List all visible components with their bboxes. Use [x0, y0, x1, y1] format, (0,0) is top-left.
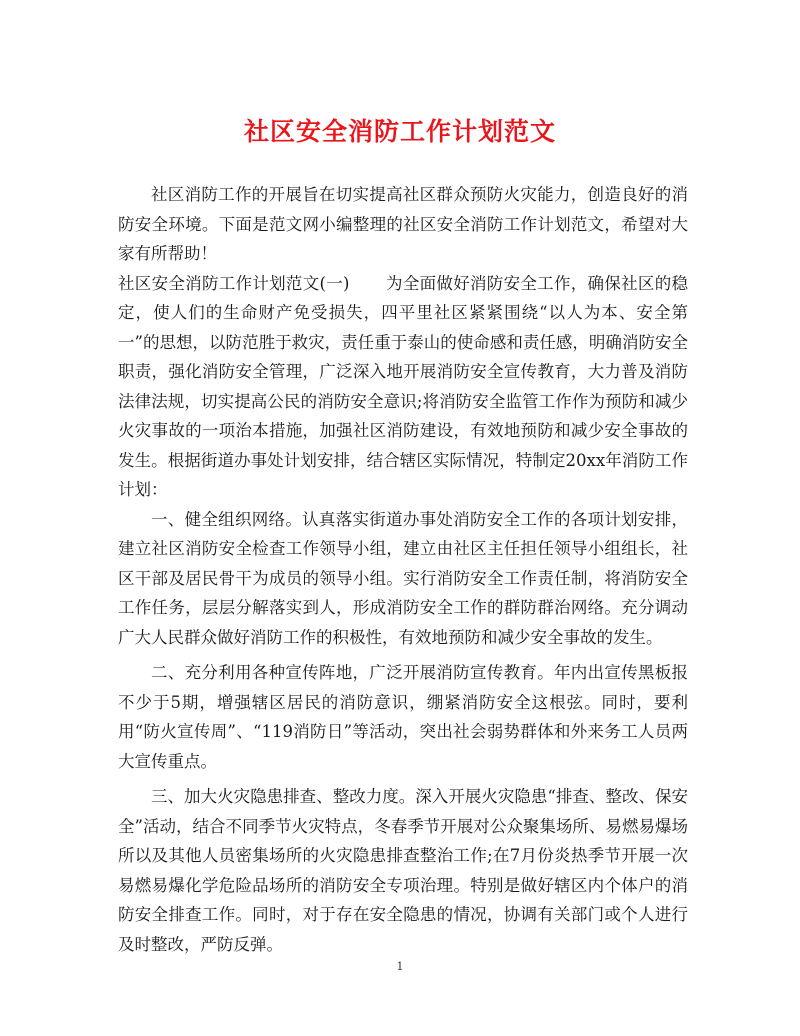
page-title: 社区安全消防工作计划范文	[243, 117, 556, 146]
page-number: 1	[396, 960, 404, 973]
item-paragraph-1: 一、健全组织网络。认真落实街道办事处消防安全工作的各项计划安排，建立社区消防安全检查工作领导小组，建立由社区主任担任领导小组组长，社区干部及居民骨干为成员的领导小组。实行消防安全工作责任制，将消防安全工作任务，层层分解落实到人，形成消防安全工作的群防群治网络。充分调动广大人民群众做好消防工作的积极性，有效地预防和减少安全事故的发生。	[118, 509, 688, 647]
section-title: 社区安全消防工作计划范文(一)	[118, 273, 350, 293]
intro-paragraph: 社区消防工作的开展旨在切实提高社区群众预防火灾能力，创造良好的消防安全环境。下面是范文网小编整理的社区安全消防工作计划范文，希望对大家有所帮助！	[118, 185, 688, 263]
item-paragraph-3: 三、加大火灾隐患排查、整改力度。深入开展火灾隐患“排查、整改、保安全”活动，结合不同季节火灾特点，冬春季节开展对公众聚集场所、易燃易爆场所以及其他人员密集场所的火灾隐患排查整治工作;在7月份炎热季节开展一次易燃易爆化学危险品场所的消防安全专项治理。特别是做好辖区内个体户的消防安全排查工作。同时，对于存在安全隐患的情况，协调有关部门或个人进行及时整改，严防反弹。	[118, 787, 688, 954]
section-paragraph	[118, 269, 688, 505]
document-body	[118, 180, 688, 959]
section-intro-text: 为全面做好消防安全工作，确保社区的稳定，使人们的生命财产免受损失，四平里社区紧紧围绕“以人为本、安全第一”的思想，以防范胜于救灾，责任重于泰山的使命感和责任感，明确消防安全职责，强化消防安全管理，广泛深入地开展消防安全宣传教育，大力普及消防法律法规，切实提高公民的消防安全意识;将消防安全监管工作作为预防和减少火灾事故的一项治本措施，加强社区消防建设，有效地预防和减少安全事故的发生。根据街道办事处计划安排，结合辖区实际情况，特制定20xx年消防工作计划：	[118, 273, 689, 499]
item-paragraph-2: 二、充分利用各种宣传阵地，广泛开展消防宣传教育。年内出宣传黑板报不少于5期，增强辖区居民的消防意识，绷紧消防安全这根弦。同时，要利用“防火宣传周”、“119消防日”等活动，突出社会弱势群体和外来务工人员两大宣传重点。	[118, 663, 688, 771]
